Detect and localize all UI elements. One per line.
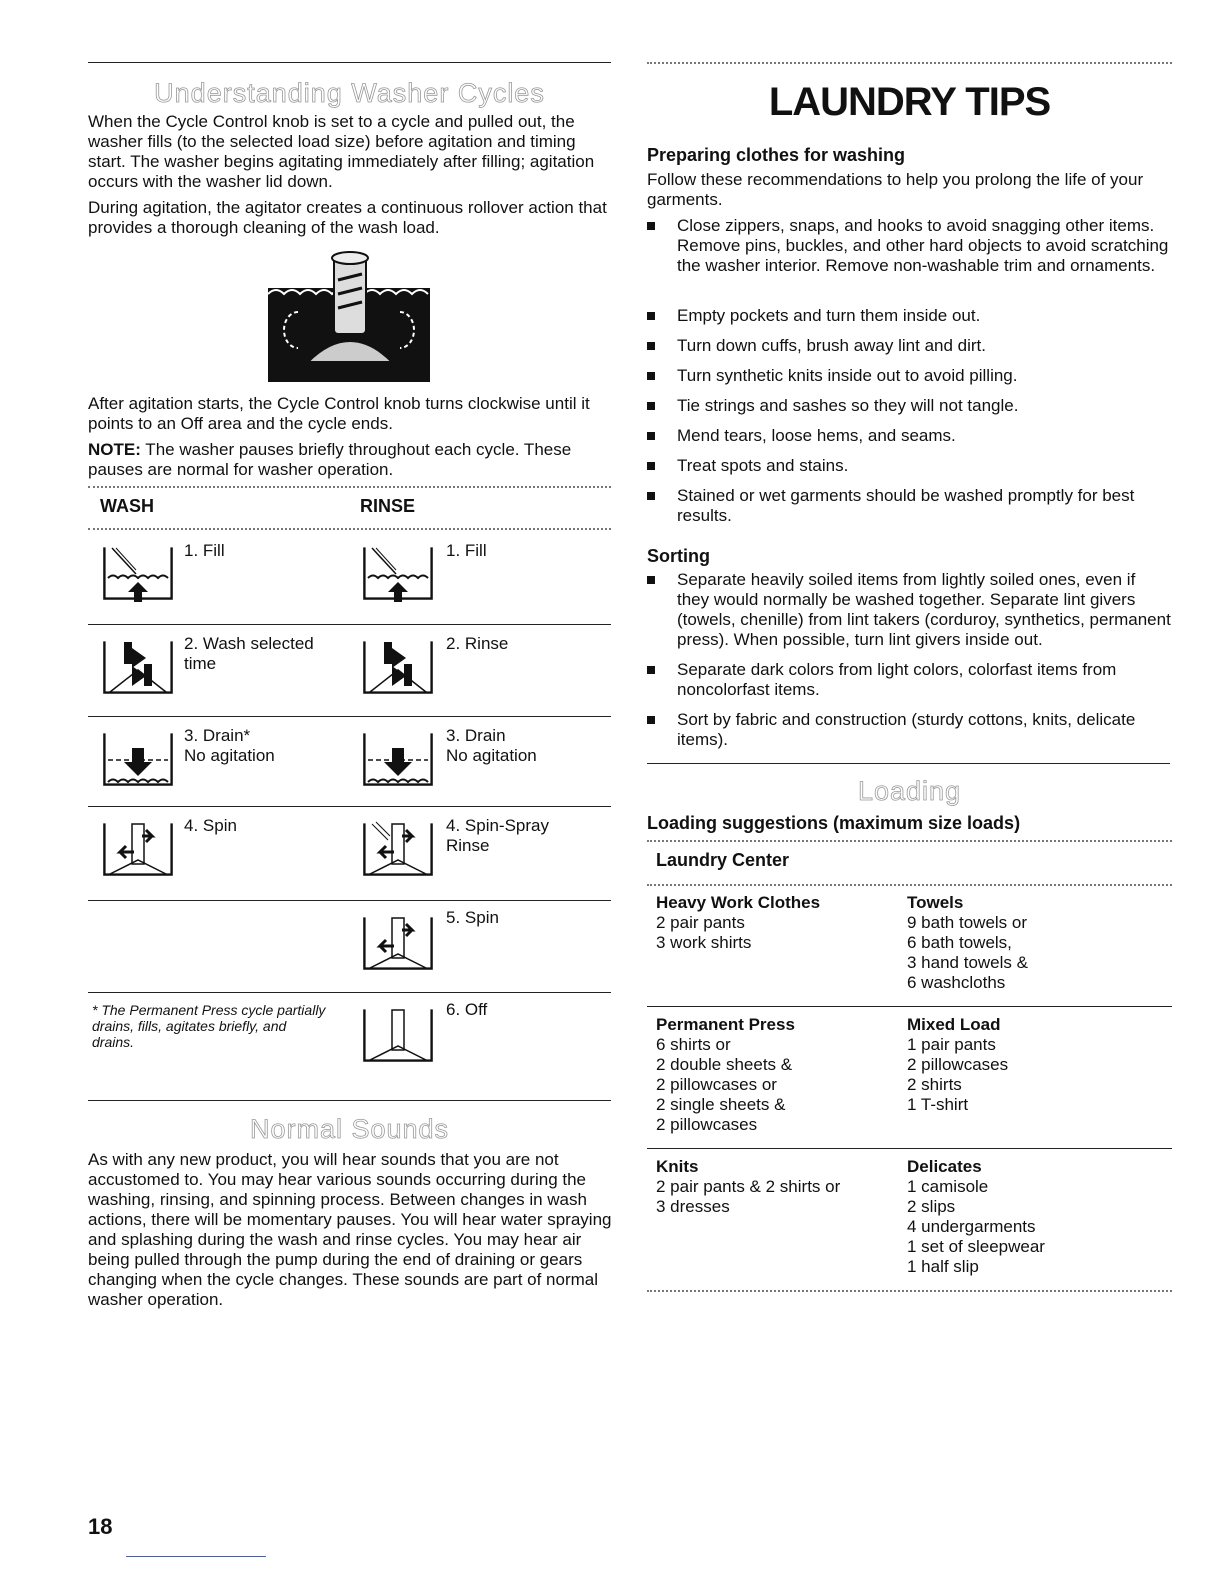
cycles-paragraph-2: During agitation, the agitator creates a continuous rollover action that provides a thorough cleaning of the wash load. xyxy=(88,198,607,237)
wash-header: WASH xyxy=(100,496,154,516)
bullet-item: Stained or wet garments should be washed promptly for best results. xyxy=(647,486,1172,526)
bullet-item: Separate heavily soiled items from lightly soiled ones, even if they would normally be washed together. Separate lint givers (towels, chenille) from lint takers (corduroy, synthetics, permanent press). When possible, turn lint givers inside out. xyxy=(647,570,1172,650)
cycles-paragraph-3: After agitation starts, the Cycle Control knob turns clockwise until it points to an Off area and the cycle ends. xyxy=(88,394,590,433)
bullet-item: Turn synthetic knits inside out to avoid pilling. xyxy=(647,366,1172,386)
bullet-item: Separate dark colors from light colors, colorfast items from noncolorfast items. xyxy=(647,660,1172,700)
bullet-icon xyxy=(647,372,655,380)
load-items: 6 shirts or 2 double sheets & 2 pillowcases or 2 single sheets & 2 pillowcases xyxy=(656,1035,793,1134)
load-items: 2 pair pants & 2 shirts or 3 dresses xyxy=(656,1177,841,1216)
load-name: Mixed Load xyxy=(907,1015,1001,1034)
sounds-heading: Normal Sounds xyxy=(249,1114,450,1144)
loading-subheading: Loading suggestions (maximum size loads) xyxy=(647,813,1021,833)
row-rule xyxy=(88,900,611,901)
agitator-illustration xyxy=(268,250,430,382)
prep-intro: Follow these recommendations to help you prolong the life of your garments. xyxy=(647,170,1144,209)
bullet-item: Turn down cuffs, brush away lint and dirt. xyxy=(647,336,1172,356)
load-name: Permanent Press xyxy=(656,1015,795,1034)
note-text: The washer pauses briefly throughout each cycle. These pauses are normal for washer operation. xyxy=(88,440,572,479)
bullet-icon xyxy=(647,492,655,500)
section-rule xyxy=(88,1100,611,1101)
row-rule xyxy=(88,624,611,625)
note-label: NOTE: xyxy=(88,440,141,459)
drain-icon xyxy=(362,726,434,792)
load-items: 1 camisole 2 slips 4 undergarments 1 set of sleepwear 1 half slip xyxy=(907,1177,1045,1276)
bullet-icon xyxy=(647,462,655,470)
rinse-step-1-label: 1. Fill xyxy=(446,541,487,560)
page-title: LAUNDRY TIPS xyxy=(768,80,1051,124)
dotted-rule xyxy=(647,840,1172,842)
rinse-step-3: 3. Drain No agitation xyxy=(446,726,537,765)
table-row-rule xyxy=(647,1006,1172,1007)
wash-step-1: 1. Fill xyxy=(184,541,225,560)
bullet-item: Mend tears, loose hems, and seams. xyxy=(647,426,1172,446)
spin-spray-icon xyxy=(362,816,434,882)
rinse-step-5: 5. Spin xyxy=(446,908,499,927)
rinse-step-6: 6. Off xyxy=(446,1000,488,1019)
wash-step-3: 3. Drain* No agitation xyxy=(184,726,275,765)
loading-heading: Loading xyxy=(857,776,962,806)
row-rule xyxy=(88,992,611,993)
top-rule-right xyxy=(647,62,1172,64)
bullet-item: Treat spots and stains. xyxy=(647,456,1172,476)
bullet-item: Tie strings and sashes so they will not tangle. xyxy=(647,396,1172,416)
wash-step-4: 4. Spin xyxy=(184,816,237,835)
bullet-item: Sort by fabric and construction (sturdy cottons, knits, delicate items). xyxy=(647,710,1172,750)
dotted-rule xyxy=(647,884,1172,886)
bullet-icon xyxy=(647,402,655,410)
note-paragraph xyxy=(88,440,613,480)
footnote: * The Permanent Press cycle partially drains, fills, agitates briefly, and drains. xyxy=(92,1002,326,1050)
bullet-icon xyxy=(647,432,655,440)
top-rule-left xyxy=(88,62,611,63)
fill-icon xyxy=(102,540,174,606)
row-rule xyxy=(88,806,611,807)
table-row-rule xyxy=(647,1148,1172,1149)
bullet-icon xyxy=(647,576,655,584)
prep-heading: Preparing clothes for washing xyxy=(647,145,906,165)
off-icon xyxy=(362,1002,434,1068)
rinse-header: RINSE xyxy=(360,496,416,516)
cycles-paragraph-1: When the Cycle Control knob is set to a cycle and pulled out, the washer fills (to the selected load size) before agitation and timing start. The washer begins agitating immediately after filling; agitation occurs with the washer lid down. xyxy=(88,112,595,191)
drain-icon xyxy=(102,726,174,792)
dotted-rule xyxy=(88,528,611,530)
page-number: 18 xyxy=(88,1514,113,1539)
load-name: Delicates xyxy=(907,1157,982,1176)
section-rule xyxy=(647,763,1170,764)
sorting-heading: Sorting xyxy=(647,546,710,566)
dotted-rule xyxy=(88,486,611,488)
rinse-step-2: 2. Rinse xyxy=(446,634,509,653)
bullet-icon xyxy=(647,342,655,350)
table-header: Laundry Center xyxy=(656,850,790,870)
load-name: Heavy Work Clothes xyxy=(656,893,821,912)
wash-step-2: 2. Wash selected time xyxy=(184,634,314,673)
rinse-agitate-icon xyxy=(362,634,434,700)
footer-link-rule xyxy=(126,1556,266,1557)
bullet-item: Empty pockets and turn them inside out. xyxy=(647,306,1172,326)
load-name: Towels xyxy=(907,893,964,912)
bullet-item: Close zippers, snaps, and hooks to avoid snagging other items. Remove pins, buckles, and other hard objects to avoid scratching the washer interior. Remove non-washable trim and ornaments. xyxy=(647,216,1172,276)
load-items: 9 bath towels or 6 bath towels, 3 hand towels & 6 washcloths xyxy=(907,913,1028,992)
row-rule xyxy=(88,716,611,717)
cycles-heading: Understanding Washer Cycles xyxy=(154,78,545,108)
load-items: 1 pair pants 2 pillowcases 2 shirts 1 T-shirt xyxy=(907,1035,1009,1114)
dotted-rule xyxy=(647,1290,1172,1292)
load-name: Knits xyxy=(656,1157,699,1176)
bullet-icon xyxy=(647,222,655,230)
load-items: 2 pair pants 3 work shirts xyxy=(656,913,752,952)
rinse-step-4: 4. Spin-Spray Rinse xyxy=(446,816,549,855)
bullet-icon xyxy=(647,716,655,724)
sounds-paragraph: As with any new product, you will hear sounds that you are not accustomed to. You may hear various sounds occurring during the washing, rinsing, and spinning process. Between changes in wash actions, there will be momentary pauses. You will hear water spraying and splashing during the wash and rinse cycles. You may hear air being pulled through the pump during the end of draining or gears changing when the cycle changes. These sounds are part of normal washer operation. xyxy=(88,1150,612,1309)
spin-icon xyxy=(362,910,434,976)
bullet-icon xyxy=(647,666,655,674)
fill-icon xyxy=(362,540,434,606)
bullet-icon xyxy=(647,312,655,320)
wash-agitate-icon xyxy=(102,634,174,700)
spin-icon xyxy=(102,816,174,882)
